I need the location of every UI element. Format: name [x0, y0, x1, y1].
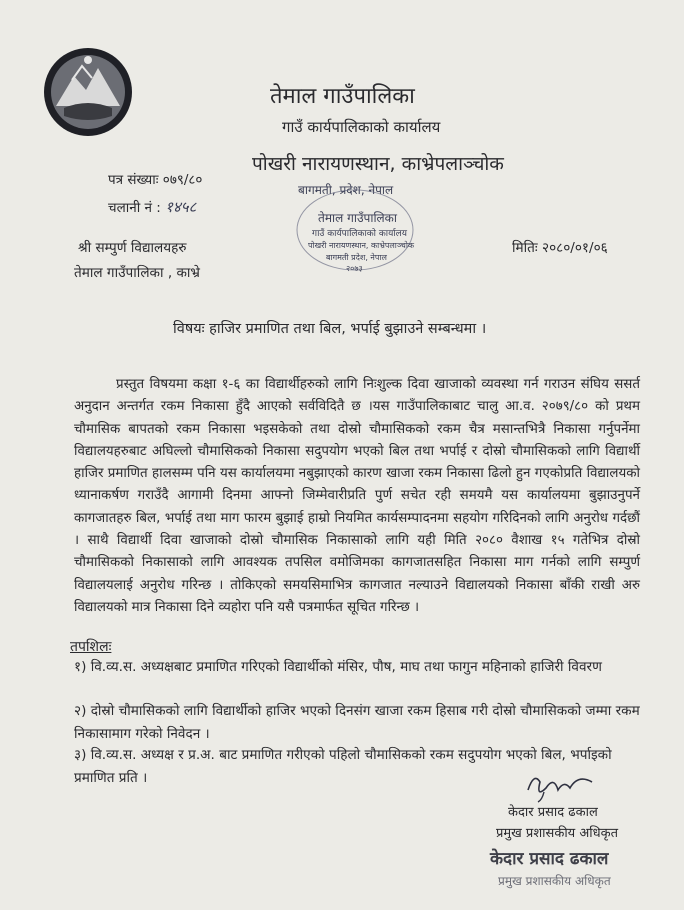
office-address: पोखरी नारायणस्थान, काभ्रेपलाञ्चोक: [252, 153, 504, 175]
annex-item-2: २) दोस्रो चौमासिकको लागि विद्यार्थीको हाजिर भएको दिनसंग खाजा रकम हिसाब गरी दोस्रो चौमासिकको जम्मा रकम निकासामाग गरेको निवेदन ।: [74, 703, 640, 742]
signatory-designation: प्रमुख प्रशासकीय अधिकृत: [496, 826, 619, 841]
svg-text:२०७३: २०७३: [346, 264, 363, 273]
subject-line: विषयः हाजिर प्रमाणित तथा बिल, भर्पाई बुझाउने सम्बन्धमा ।: [173, 321, 487, 337]
svg-text:बागमती प्रदेश, नेपाल: बागमती प्रदेश, नेपाल: [326, 253, 387, 262]
annex-item-3: ३) वि.व्य.स. अध्यक्ष र प्र.अ. बाट प्रमाणित गरीएको पहिलो चौमासिकको रकम सदुपयोग भएको बिल, भर्पाइको प्रमाणित प्रति ।: [74, 747, 612, 786]
designation-stamp: प्रमुख प्रशासकीय अधिकृत: [498, 874, 611, 888]
svg-text:गाउँ कार्यपालिकाको कार्यालय: गाउँ कार्यपालिकाको कार्यालय: [312, 229, 407, 239]
body-paragraph: प्रस्तुत विषयमा कक्षा १-६ का विद्यार्थीहरुको लागि निःशुल्क दिवा खाजाको व्यवस्था गर्न गराउन संघिय ससर्त अनुदान अन्तर्गत रकम निकासा हुँदै आएको सर्वविदितै छ ।यस गाउँपालिकाबाट चालु आ.व. २०७९/८० को प्रथम चौमासिक बापतको रकम निकासा भइसकेको तथा दोस्रो चौमासिकको रकम चैत्र मसान्तभित्रै निकासा गर्नुपर्नेमा विद्यालयहरुबाट अघिल्लो चौमासिकको निकासा सदुपयोग भएको बिल तथा भर्पाई र दोस्रो चौमासिकको लागि विद्यार्थी हाजिर प्रमाणित हालसम्म पनि यस कार्यालयमा नबुझाएको कारण खाजा रकम निकासा ढिलो हुन गएकोप्रति विद्यालयको ध्यानाकर्षण गराउँदै आगामी दिनमा आफ्नो जिम्मेवारीप्रति पुर्ण सचेत रही समयमै यस कार्यालयमा बुझाउनुपर्ने कागजातहरु बिल, भर्पाई तथा माग फारम बुझाई हाम्रो नियमित कार्यसम्पादनमा सहयोग गरिदिनको लागि अनुरोध गर्दछौं । साथै विद्यार्थी दिवा खाजाको दोस्रो चौमासिक निकासाको लागि यही मिति २०८० वैशाख १५ गतेभित्र दोस्रो चौमासिकको निकासाको लागि आवश्यक तपसिल वमोजिमका कागजातसहित निकासा माग गर्नको लागि सम्पुर्ण विद्यालयलाई अनुरोध गरिन्छ । तोकिएको समयसिमाभित्र कागजात नल्याउने विद्यालयको निकासा बाँकी राखी अरु विद्यालयको मात्र निकासा दिने व्यहोरा पनि यसै पत्रमार्फत सूचित गरिन्छ ।: [74, 377, 640, 615]
svg-text:तेमाल गाउँपालिका: तेमाल गाउँपालिका: [318, 211, 398, 225]
letter-date: मितिः २०८०/०१/०६: [512, 240, 608, 256]
name-stamp: केदार प्रसाद ढकाल: [490, 849, 609, 869]
svg-text:पोखरी नारायणस्थान, काभ्रेपलाञ्: पोखरी नारायणस्थान, काभ्रेपलाञ्चोक: [308, 241, 415, 250]
annex-item-1: १) वि.व्य.स. अध्यक्षबाट प्रमाणित गरिएको विद्यार्थीको मंसिर, पौष, माघ तथा फागुन महिनाको हाजिरी विवरण: [74, 659, 602, 675]
office-name: गाउँ कार्यपालिकाको कार्यालय: [282, 118, 441, 136]
municipality-name: तेमाल गाउँपालिका: [270, 84, 415, 109]
letter-number: पत्र संख्याः ०७९/८०: [108, 172, 203, 188]
signature-icon: [520, 768, 600, 804]
province-text: बागमती, प्रदेश, नेपाल: [298, 183, 394, 197]
annex-title: तपशिलः: [70, 639, 112, 655]
nepal-emblem-icon: [42, 46, 134, 138]
signatory-name: केदार प्रसाद ढकाल: [508, 805, 598, 820]
dispatch-number: चलानी नं : १४५८: [108, 198, 197, 216]
office-stamp-icon: [290, 182, 420, 274]
recipient-line-2: तेमाल गाउँपालिका , काभ्रे: [74, 265, 200, 281]
recipient-line-1: श्री सम्पुर्ण विद्यालयहरु: [78, 240, 187, 256]
